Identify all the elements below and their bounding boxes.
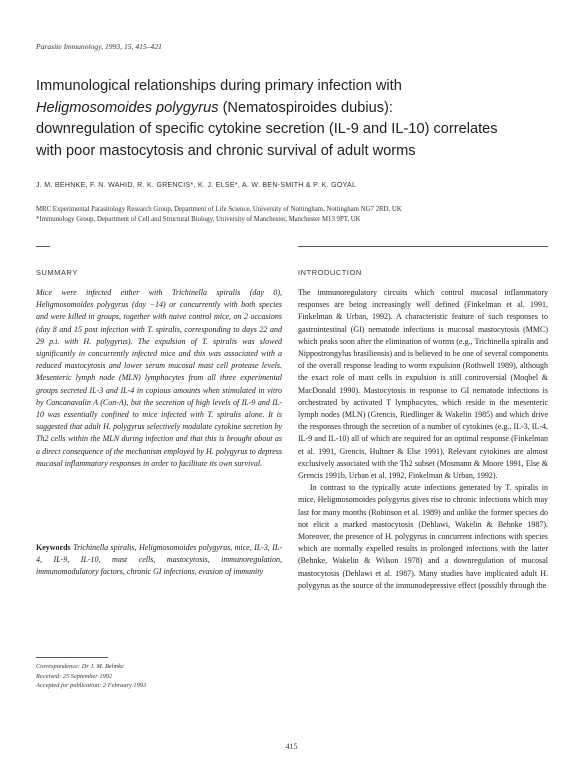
- title-line-1: Immunological relationships during primary infection with: [36, 78, 402, 94]
- title-species-synonym: (Nematospiroides dubius):: [218, 99, 393, 116]
- correspondence-footnote: [36, 662, 282, 691]
- title-species: Heligmosomoides polygyrus: [36, 99, 219, 116]
- footnote-divider: [36, 657, 108, 658]
- journal-citation: Parasite Immunology, 1993, 15, 415–421: [36, 42, 162, 51]
- title-line-4: with poor mastocytosis and chronic survival of adult worms: [36, 142, 416, 159]
- keywords-label: Keywords: [36, 543, 71, 552]
- title-line-3: downregulation of specific cytokine secretion (IL-9 and IL-10) correlates: [36, 121, 498, 137]
- affiliation-1: MRC Experimental Parasitology Research Group, Department of Life Science, University of Nottingham, Nottingham NG7 2RD, UK: [36, 206, 402, 213]
- introduction-body: [298, 287, 548, 592]
- accepted-date: Accepted for publication: 2 February 1993: [36, 682, 147, 689]
- author-list: J. M. BEHNKE, F. N. WAHID, R. K. GRENCIS*, K. J. ELSE*, A. W. BEN-SMITH & P. K. GOYAL: [36, 182, 357, 189]
- summary-text: Mice were infected either with Trichinella spiralis (day 0), Heligmosomoides polygyrus (day −14) or concurrently with both species and were killed in groups, together with naive control mice, on 2 occasions (day 8 and 15 post infection with T. spiralis, corresponding to days 22 and 29 p.i. with H. polygyrus). The expulsion of T. spiralis was slowed significantly in concurrently infected mice and this was associated with a reduced mastocytosis and lower serum mucosal mast cell protease levels. Mesenteric lymph node (MLN) lymphocytes from all three experimental groups secreted IL-3 and IL-4 in copious amounts when stimulated in vitro by Concanavalin A (Con-A), but the secretion of high levels of IL-9 and IL-10 was essentially confined to mice infected with T. spiralis alone. It is suggested that adult H. polygyrus selectively modulate cytokine secretion by Th2 cells within the MLN during infection and that this is brought about as a direct consequence of the mechanism employed by H. polygyrus to depress mucosal inflammatory responses in order to facilitate its own survival.: [36, 288, 282, 468]
- keywords-text: Trichinella spiralis, Heligmosomoides polygyrus, mice, IL-3, IL-4, IL-9, IL-10, mast cells, mastocytosis, immunoregulation, immunomodulatory factors, chronic GI infections, evasion of immunity: [36, 543, 283, 577]
- divider-right: [298, 246, 548, 247]
- affiliation-2: *Immunology Group, Department of Cell and Structural Biology, University of Manchester, Manchester M13 9PT, UK: [36, 216, 361, 223]
- keywords-block: [36, 542, 282, 579]
- article-title: [36, 76, 556, 162]
- introduction-paragraph-2: In contrast to the typically acute infections generated by T. spiralis in mice, Heligmosomoides polygyrus gives rise to chronic infections which may last for many months (Robinson et al. 1989) and unlike the former species do not elicit a marked mastocytosis (Dehlawi, Wakelin & Behnke 1987). Moreover, the presence of H. polygyrus in concurrent infections with species which are normally expelled results in prolonged infections with the latter (Behnke, Wakelin & Wilson 1978) and a downregulation of mucosal mastocytosis (Dehlawi et al. 1987). Many studies have implicated adult H. polygyrus as the source of the immunodepressive effect (possibly through the: [298, 483, 548, 590]
- introduction-heading: INTRODUCTION: [298, 268, 362, 277]
- summary-heading: SUMMARY: [36, 268, 78, 277]
- divider-left: [36, 246, 50, 247]
- introduction-paragraph-1: The immunoregulatory circuits which control mucosal inflammatory responses are being increasingly well defined (Finkelman et al. 1991, Finkelman & Urban, 1992). A characteristic feature of such responses to gastrointestinal (GI) nematode infections is mucosal mastocytosis (MMC) which peaks soon after the elimination of worms (e.g., Trichinella spiralis and Nippostrongylus brasiliensis) and is believed to be one of several components of the overall response leading to worm expulsion (Rothwell 1989), although the exact role of mast cells in expulsion is still controversial (Moqbel & MacDonald 1990). Mastocytosis in response to GI nematode infections is orchestrated by activated T lymphocytes, which reside in the mesenteric lymph nodes (MLN) (Grencis, Riedlinger & Wakelin 1985) and which drive the responses through the secretion of a number of cytokines (e.g., IL-3, IL-4, IL-9 and IL-10) all of which are required for an optimal response (Finkelman et al. 1991, Grencis, Hultner & Else 1991). Relevant cytokines are almost exclusively associated with the Th2 subset (Mosmann & Moore 1991, Else & Grencis 1991b, Urban et al. 1992, Finkelman & Urban, 1992).: [298, 288, 548, 481]
- affiliations: [36, 205, 561, 225]
- title-line-2: [36, 98, 556, 120]
- received-date: Received: 25 September 1992: [36, 672, 113, 680]
- correspondence-line: Correspondence: Dr J. M. Behnke: [36, 663, 124, 670]
- page-number: 415: [285, 742, 298, 751]
